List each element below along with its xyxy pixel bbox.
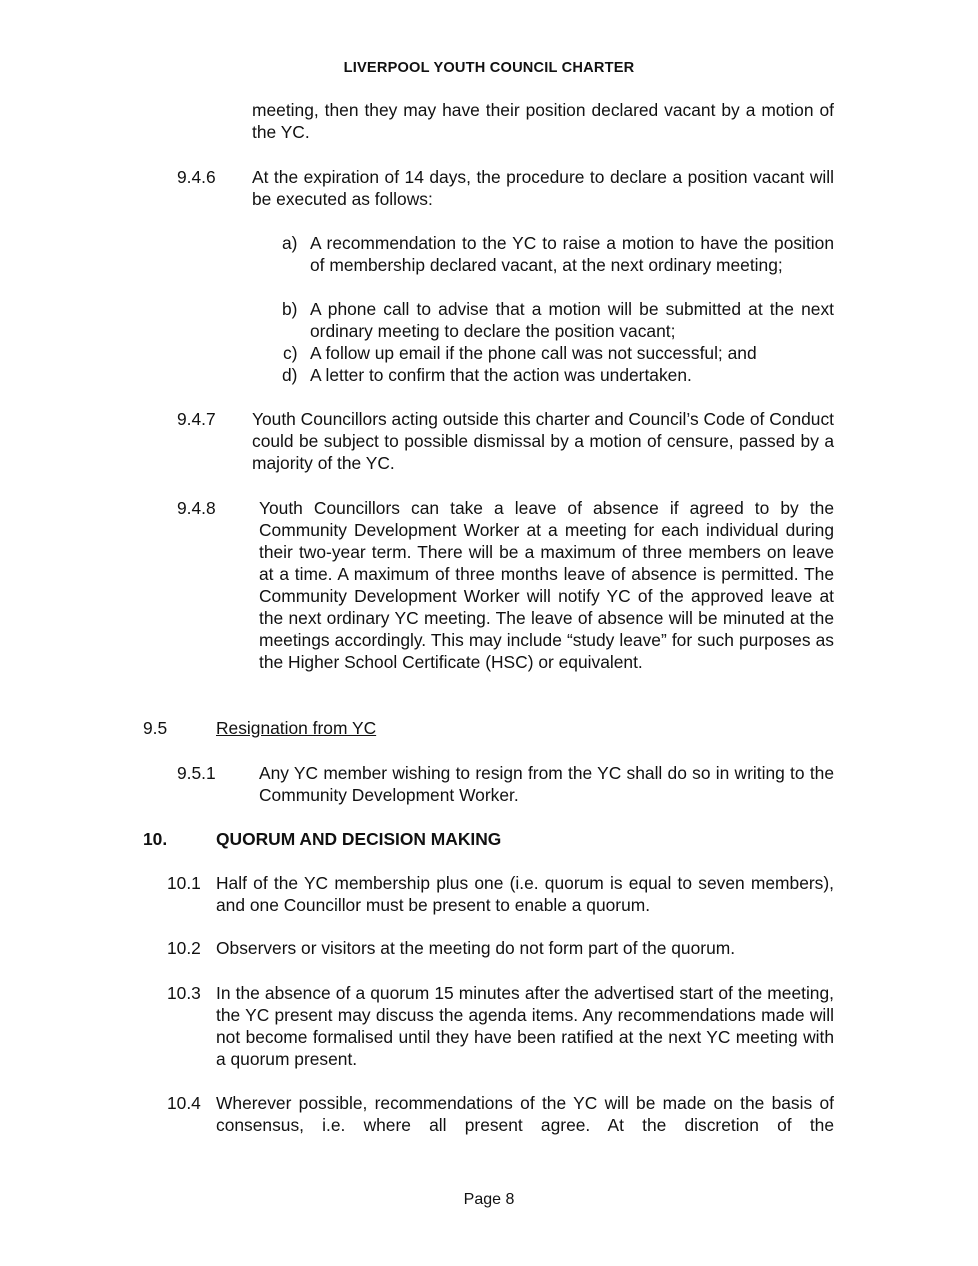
list-letter-a: a) <box>282 233 298 253</box>
clause-text-10-2: Observers or visitors at the meeting do not form part of the quorum. <box>216 938 736 958</box>
list-item-c: A follow up email if the phone call was not successful; and <box>310 343 757 363</box>
list-item-d: A letter to confirm that the action was undertaken. <box>310 365 692 385</box>
clause-text-9-4-6: At the expiration of 14 days, the procedure to declare a position vacant will be executed as follows: <box>252 167 834 209</box>
clause-number-10-1: 10.1 <box>167 873 201 893</box>
clause-number-9-4-8: 9.4.8 <box>177 498 216 518</box>
clause-text-9-4-7: Youth Councillors acting outside this charter and Council’s Code of Conduct could be subject to possible dismissal by a motion of censure, passed by a majority of the YC. <box>252 409 834 473</box>
list-letter-c: c) <box>283 343 298 363</box>
list-letter-d: d) <box>282 365 298 385</box>
page-header-title: LIVERPOOL YOUTH COUNCIL CHARTER <box>343 60 635 76</box>
clause-number-9-4-7: 9.4.7 <box>177 409 216 429</box>
clause-number-10-3: 10.3 <box>167 983 201 1003</box>
clause-text-9-4-8: Youth Councillors can take a leave of absence if agreed to by the Community Development Worker at a meeting for each individual during their two-year term. There will be a maximum of three members on leave at a time. A maximum of three months leave of absence is permitted. The Community Development Worker will notify YC of the approved leave at the next ordinary YC meeting. The leave of absence will be minuted at the meetings accordingly. This may include “study leave” for such purposes as the Higher School Certificate (HSC) or equivalent. <box>259 498 834 672</box>
section-number-10: 10. <box>143 829 168 849</box>
section-heading-10: QUORUM AND DECISION MAKING <box>216 829 502 849</box>
page-number: Page 8 <box>463 1191 515 1208</box>
clause-number-9-5-1: 9.5.1 <box>177 763 216 783</box>
clause-number-10-2: 10.2 <box>167 938 201 958</box>
section-number-9-5: 9.5 <box>143 718 168 738</box>
continuation-paragraph: meeting, then they may have their position declared vacant by a motion of the YC. <box>252 100 834 142</box>
clause-text-10-3: In the absence of a quorum 15 minutes after the advertised start of the meeting, the YC present may discuss the agenda items. Any recommendations made will not become formalised until they have been ratified at the next YC meeting with a quorum present. <box>216 983 834 1069</box>
clause-number-10-4: 10.4 <box>167 1093 201 1113</box>
clause-text-10-1: Half of the YC membership plus one (i.e. quorum is equal to seven members), and one Councillor must be present to enable a quorum. <box>216 873 834 915</box>
list-item-b: A phone call to advise that a motion will be submitted at the next ordinary meeting to declare the position vacant; <box>310 299 834 341</box>
clause-text-9-5-1: Any YC member wishing to resign from the YC shall do so in writing to the Community Development Worker. <box>259 763 834 805</box>
clause-number-9-4-6: 9.4.6 <box>177 167 216 187</box>
section-heading-9-5: Resignation from YC <box>216 718 377 738</box>
clause-text-10-4: Wherever possible, recommendations of the YC will be made on the basis of consensus, i.e. where all present agree. At the discretion of the <box>216 1093 834 1135</box>
list-letter-b: b) <box>282 299 298 319</box>
list-item-a: A recommendation to the YC to raise a motion to have the position of membership declared vacant, at the next ordinary meeting; <box>310 233 834 275</box>
